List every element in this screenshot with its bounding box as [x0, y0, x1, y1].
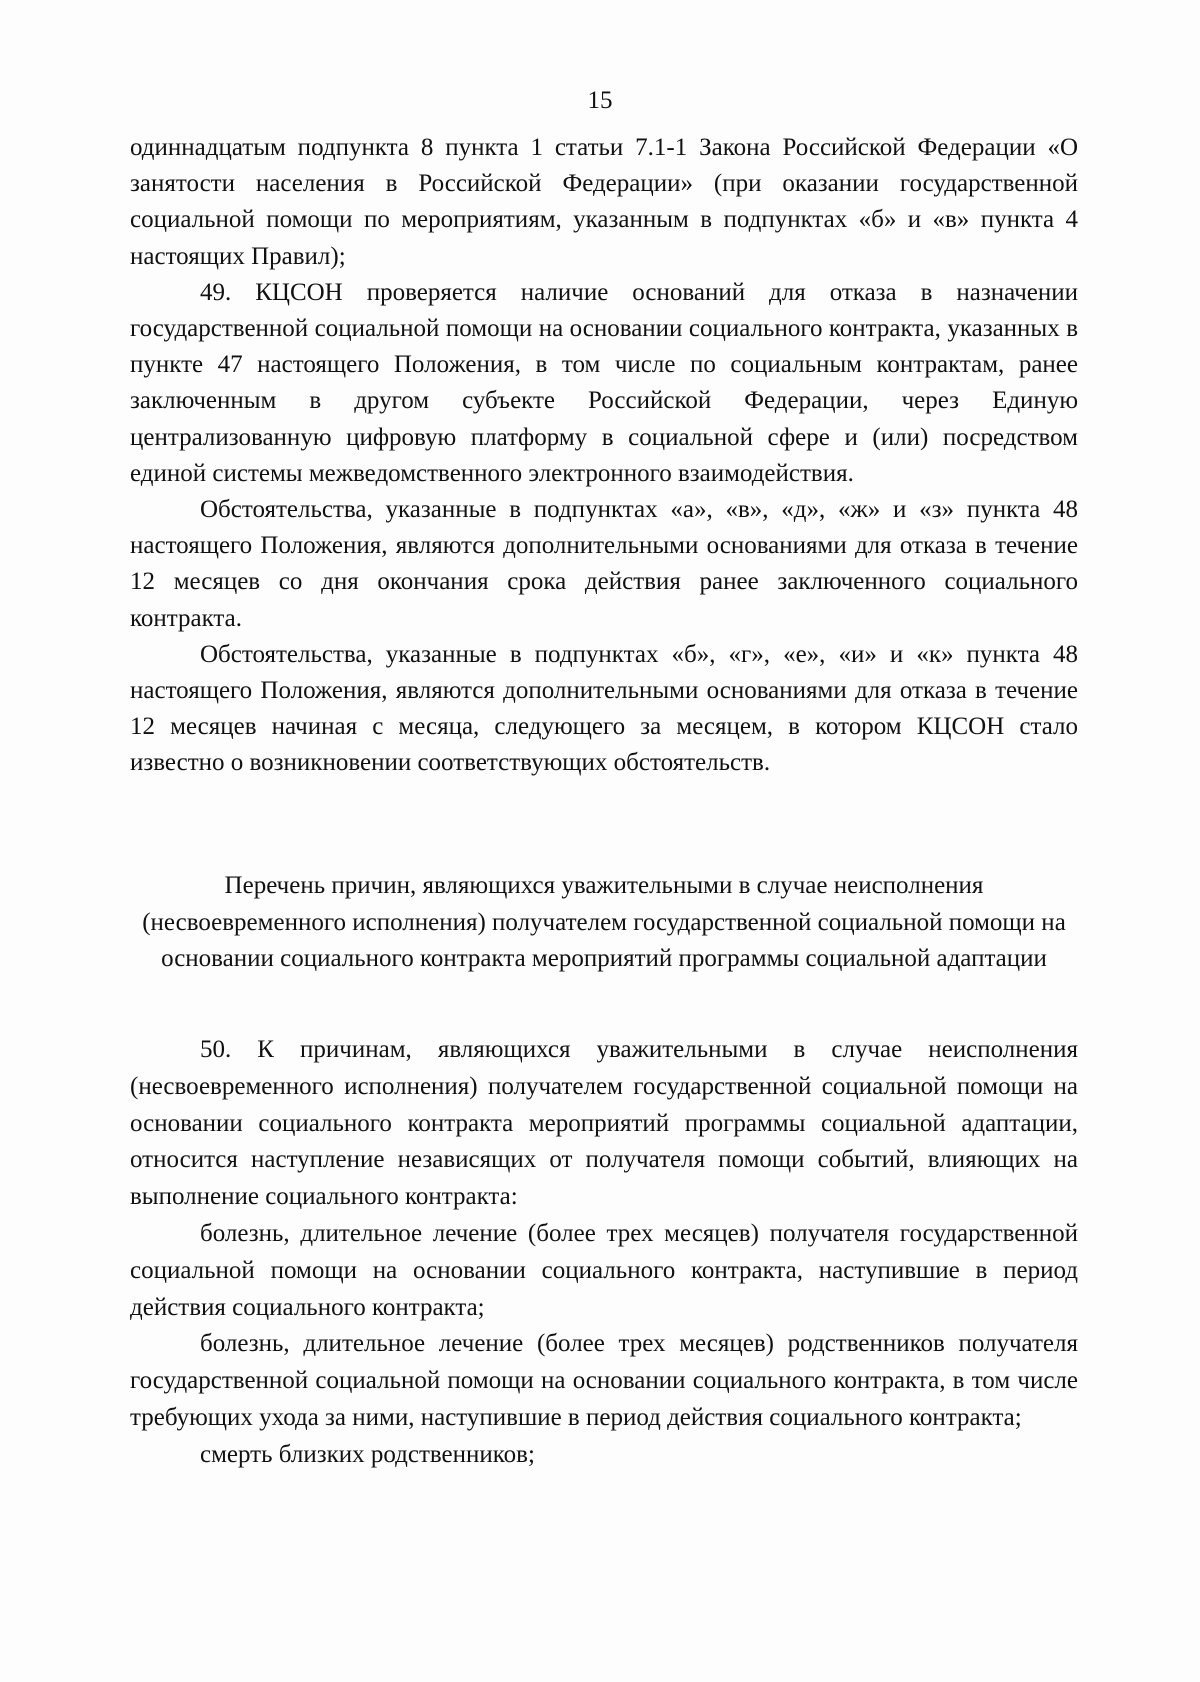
paragraph-49: 49. КЦСОН проверяется наличие оснований для отказа в назначении государственной социальной помощи на основании социального контракта, указанных в пункте 47 настоящего Положения, в том числе по социальным контрактам, ранее заключенным в другом субъекте Российской Федерации, через Единую централизованную цифровую платформу в социальной сфере и (или) посредством единой системы межведомственного электронного взаимодействия.: [130, 278, 1078, 487]
section-heading: Перечень причин, являющихся уважительными в случае неисполнения (несвоевременного исполнения) получателем государственной социальной помощи на основании социального контракта мероприятий программы социальной адаптации: [142, 872, 1066, 972]
list-item: болезнь, длительное лечение (более трех месяцев) родственников получателя государственной социальной помощи на основании социального контракта, в том числе требующих ухода за ними, наступившие в период действия социального контракта;: [130, 1330, 1078, 1431]
paragraph-50: 50. К причинам, являющихся уважительными в случае неисполнения (несвоевременного исполнения) получателем государственной социальной помощи на основании социального контракта мероприятий программы социальной адаптации, относится наступление независящих от получателя помощи событий, влияющих на выполнение социального контракта:: [130, 1036, 1078, 1211]
list-item: болезнь, длительное лечение (более трех месяцев) получателя государственной социальной помощи на основании социального контракта, наступившие в период действия социального контракта;: [130, 1219, 1078, 1321]
paragraph: одиннадцатым подпункта 8 пункта 1 статьи 7.1-1 Закона Российской Федерации «О занятости населения в Российской Федерации» (при оказании государственной социальной помощи по мероприятиям, указанным в подпунктах «б» и «в» пункта 4 настоящих Правил);: [130, 134, 1078, 270]
body-text-bottom: [130, 1032, 1078, 1474]
body-text-top: [130, 130, 1078, 782]
page-number: 15: [587, 87, 613, 114]
list-item: смерть близких родственников;: [200, 1440, 535, 1468]
paragraph: Обстоятельства, указанные в подпунктах «а», «в», «д», «ж» и «з» пункта 48 настоящего Положения, являются дополнительными основаниями для отказа в течение 12 месяцев со дня окончания срока действия ранее заключенного социального контракта.: [130, 496, 1078, 632]
paragraph: Обстоятельства, указанные в подпунктах «б», «г», «е», «и» и «к» пункта 48 настоящего Положения, являются дополнительными основаниями для отказа в течение 12 месяцев начиная с месяца, следующего за месяцем, в котором КЦСОН стало известно о возникновении соответствующих обстоятельств.: [130, 640, 1078, 777]
